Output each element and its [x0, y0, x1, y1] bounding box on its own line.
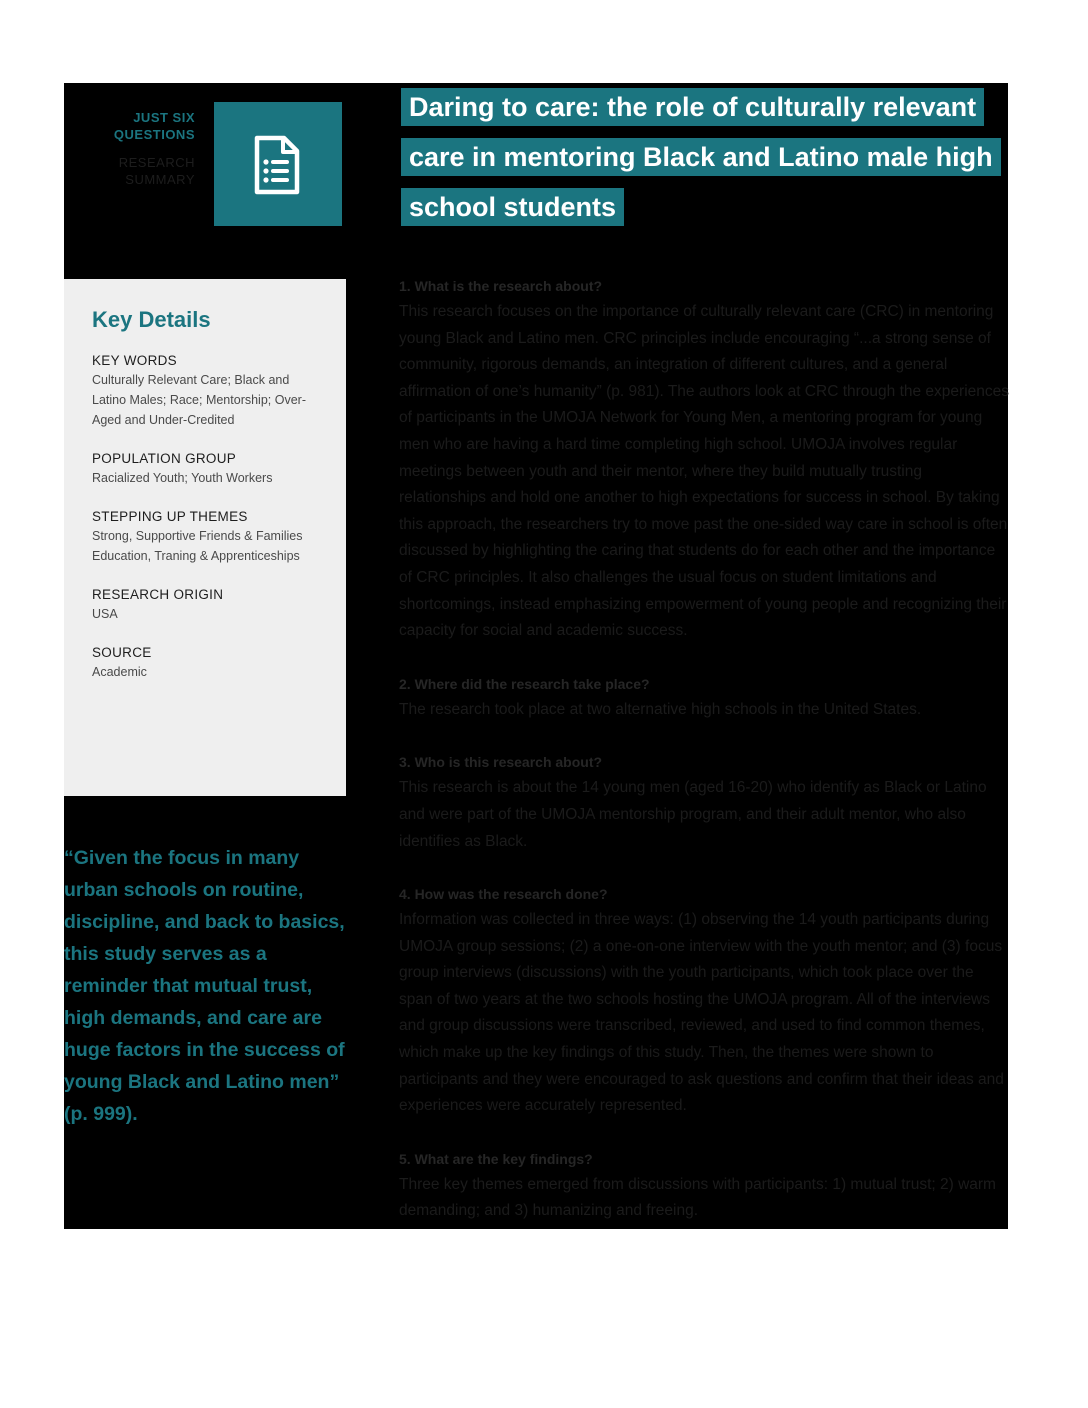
title-line: care in mentoring Black and Latino male high — [401, 138, 1001, 176]
key-detail-label: RESEARCH ORIGIN — [92, 587, 224, 602]
section-answer: Three key themes emerged from discussions with participants: 1) mutual trust; 2) warm demanding; and 3) humanizing and freeing. — [399, 1175, 996, 1220]
title-line: school students — [401, 188, 624, 226]
key-detail-label: KEY WORDS — [92, 353, 177, 368]
section-question: 4. How was the research done? — [399, 886, 608, 903]
pull-quote: “Given the focus in many urban schools on routine, discipline, and back to basics, this study serves as a reminder that mutual trust, high demands, and care are huge factors in the success of young Black and Latino men” (p. 999). — [64, 847, 345, 1125]
questions-column — [399, 273, 1011, 1251]
document-icon — [252, 135, 302, 195]
key-details-title: Key Details — [92, 307, 211, 332]
section-answer: The research took place at two alternative high schools in the United States. — [399, 700, 922, 718]
section-answer: Information was collected in three ways: (1) observing the 14 youth participants during UMOJA group sessions; (2) a one-on-one interview with the youth mentor; and (3) focus group interviews (discussions) with the youth participants, which took place over the span of two years at the two schools hosting the UMOJA program. All of the interviews and group discussions were transcribed, reviewed, and used to find common themes, which make up the key findings of this study. Then, the themes were shown to participants and they were encouraged to ask questions and confirm that their ideas and experiences were accurately represented. — [399, 911, 1004, 1115]
key-detail-item — [92, 585, 320, 624]
section-question: 5. What are the key findings? — [399, 1150, 593, 1167]
key-detail-item — [92, 449, 320, 488]
section-answer: This research focuses on the importance of culturally relevant care (CRC) in mentoring young Black and Latino men. CRC principles include encouraging “...a strong sense of community, rigorous demands, an integration of different cultures, and a general affirmation of one’s humanity” (p. 981). The authors look at CRC through the experiences of participants in the UMOJA Network for Young Men, a mentoring program for young men who are having a hard time completing high school. UMOJA involves regular meetings between youth and their mentor, where they build mutually trusting relationships and hold one another to high expectations for success in school. By taking this approach, the researchers try to move past the one-sided way care in school is often discussed by highlighting the caring that students do for each other and the importance of CRC principles. It also challenges the usual focus on student limitations and shortcomings, instead emphasizing empowerment of young people and recognizing their capacity for social and academic success. — [399, 303, 1010, 640]
document-title — [401, 88, 1001, 238]
key-detail-value: Culturally Relevant Care; Black and Latino Males; Race; Mentorship; Over-Aged and Under-Credited — [92, 373, 306, 427]
qa-section — [399, 1146, 1011, 1225]
qa-section — [399, 881, 1011, 1120]
key-detail-label: STEPPING UP THEMES — [92, 509, 248, 524]
key-detail-value: USA — [92, 607, 118, 621]
key-detail-value: Racialized Youth; Youth Workers — [92, 471, 273, 485]
title-line: Daring to care: the role of culturally relevant — [401, 88, 984, 126]
key-details-panel — [64, 279, 346, 796]
key-detail-label: POPULATION GROUP — [92, 451, 237, 466]
section-question: 3. Who is this research about? — [399, 754, 603, 771]
key-detail-item — [92, 643, 320, 682]
key-detail-value: Academic — [92, 665, 147, 679]
key-detail-value: Strong, Supportive Friends & Families Education, Traning & Apprenticeships — [92, 529, 303, 563]
section-question: 1. What is the research about? — [399, 278, 603, 294]
key-detail-item — [92, 507, 320, 566]
brand-block — [64, 109, 195, 188]
document-tile — [214, 102, 342, 226]
section-answer: This research is about the 14 young men (aged 16-20) who identify as Black or Latino and were part of the UMOJA mentorship program, and their adult mentor, who also identifies as Black. — [399, 779, 987, 850]
qa-section — [399, 671, 1011, 724]
key-detail-item — [92, 351, 320, 430]
brand-subtitle: RESEARCH SUMMARY — [118, 155, 195, 187]
key-detail-label: SOURCE — [92, 645, 152, 660]
section-question: 2. Where did the research take place? — [399, 675, 650, 692]
qa-section — [399, 273, 1011, 645]
qa-section — [399, 749, 1011, 855]
brand-title: JUST SIX QUESTIONS — [113, 110, 195, 142]
